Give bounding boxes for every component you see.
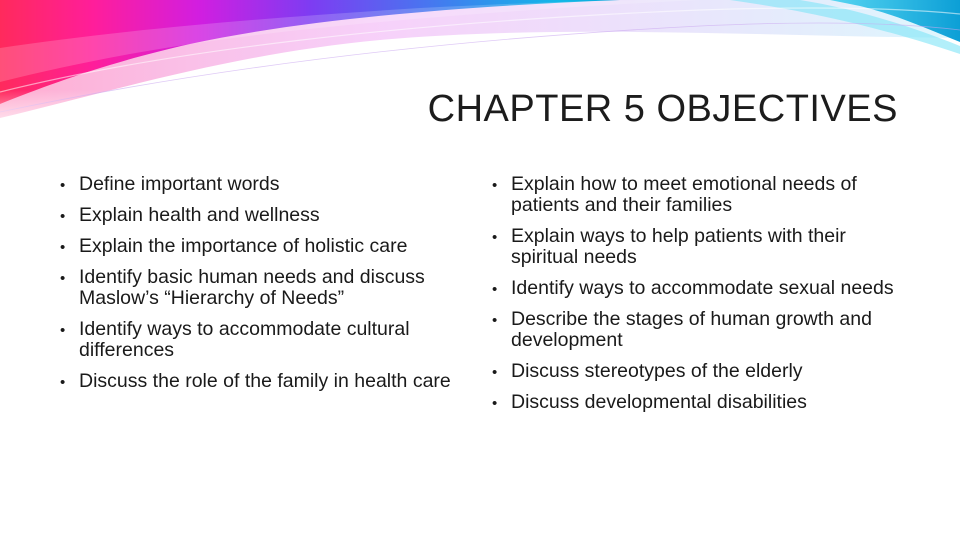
bullet-icon: • xyxy=(60,208,66,225)
list-item: • Discuss developmental disabilities xyxy=(492,392,912,413)
list-item: • Explain the importance of holistic care xyxy=(60,236,468,257)
objectives-list-left xyxy=(60,174,468,402)
bullet-icon: • xyxy=(492,364,498,381)
list-item: • Identify ways to accommodate cultural differences xyxy=(60,318,410,361)
bullet-icon: • xyxy=(492,281,498,298)
bullet-icon: • xyxy=(492,312,498,329)
list-item: • Explain ways to help patients with their spiritual needs xyxy=(492,225,846,268)
list-item: • Define important words xyxy=(60,174,468,195)
list-item: • Discuss stereotypes of the elderly xyxy=(492,361,912,382)
bullet-icon: • xyxy=(60,270,66,287)
list-item: • Explain how to meet emotional needs of patients and their families xyxy=(492,173,857,216)
bullet-icon: • xyxy=(60,177,66,194)
bullet-icon: • xyxy=(60,322,66,339)
bullet-icon: • xyxy=(492,229,498,246)
bullet-icon: • xyxy=(492,395,498,412)
list-item: • Discuss the role of the family in health care xyxy=(60,371,468,392)
list-item: • Explain health and wellness xyxy=(60,205,468,226)
bullet-icon: • xyxy=(60,374,66,391)
list-item: • Identify basic human needs and discuss Maslow’s “Hierarchy of Needs” xyxy=(60,266,425,309)
bullet-icon: • xyxy=(492,177,498,194)
slide-title: CHAPTER 5 OBJECTIVES xyxy=(427,88,898,130)
bullet-icon: • xyxy=(60,239,66,256)
list-item: • Describe the stages of human growth and development xyxy=(492,308,872,351)
list-item: • Identify ways to accommodate sexual needs xyxy=(492,278,912,299)
objectives-list-right xyxy=(492,174,912,423)
